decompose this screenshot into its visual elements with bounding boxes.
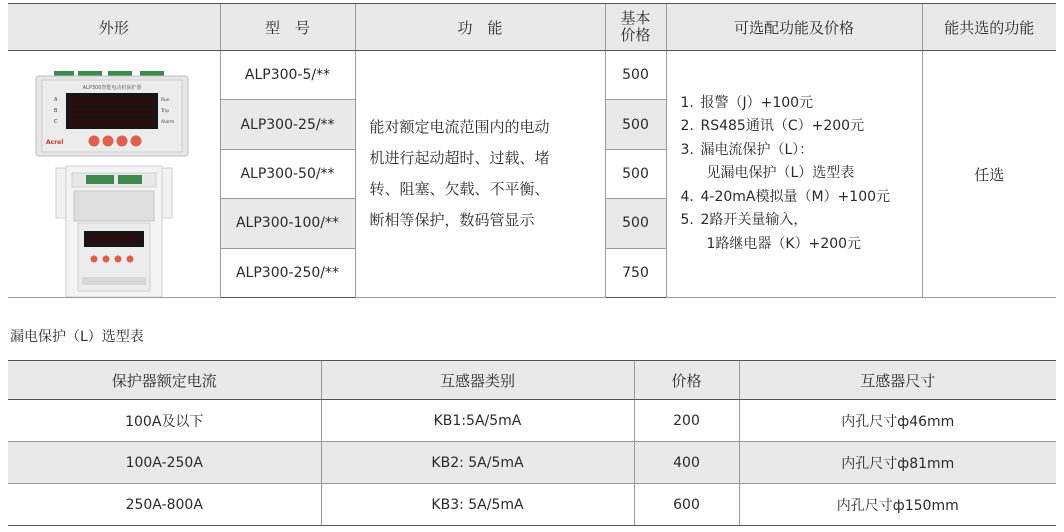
svg-text:Run: Run — [161, 98, 170, 103]
svg-text:Trip: Trip — [161, 109, 170, 114]
device-image-cell — [8, 51, 220, 298]
model-cell: ALP300-5/** — [220, 51, 355, 100]
leakage-table-header — [8, 361, 1056, 400]
transformer-size-cell: 内孔尺寸ф46mm — [739, 400, 1056, 442]
main-table-header — [8, 4, 1056, 51]
price-cell: 400 — [634, 442, 739, 484]
option-item: 2. RS485通讯（C）+200元 — [680, 118, 865, 135]
rated-current-cell: 100A及以下 — [8, 400, 321, 442]
transformer-size-cell: 内孔尺寸ф150mm — [739, 484, 1056, 526]
header-rated-current: 保护器额定电流 — [8, 361, 321, 400]
transformer-type-cell: KB1:5A/5mA — [321, 400, 634, 442]
table-row — [8, 442, 1056, 484]
price-cell: 200 — [634, 400, 739, 442]
transformer-size-cell: 内孔尺寸ф81mm — [739, 442, 1056, 484]
rated-current-cell: 100A-250A — [8, 442, 321, 484]
brand-logo: Acrel — [46, 139, 64, 146]
model-cell: ALP300-50/** — [220, 149, 355, 198]
price-cell: 600 — [634, 484, 739, 526]
price-cell: 500 — [605, 149, 666, 198]
front-title: ALP300智能电动机保护器 — [82, 85, 142, 91]
table-row — [8, 51, 1056, 100]
transformer-type-cell: KB3: 5A/5mA — [321, 484, 634, 526]
price-cell: 500 — [605, 199, 666, 248]
device-illustration — [8, 51, 220, 297]
leakage-table — [8, 360, 1056, 526]
svg-text:A: A — [54, 97, 58, 103]
header-multi-select: 能共选的功能 — [922, 4, 1056, 51]
header-function: 功 能 — [355, 4, 605, 51]
option-item: 3. 漏电流保护（L）： — [680, 141, 814, 158]
svg-text:C: C — [54, 119, 58, 125]
header-transformer-type: 互感器类别 — [321, 361, 634, 400]
header-model: 型 号 — [220, 4, 355, 51]
model-cell: ALP300-25/** — [220, 100, 355, 149]
options-list — [666, 51, 922, 298]
option-item: 1路继电器（K）+200元 — [706, 235, 862, 252]
rated-current-cell: 250A-800A — [8, 484, 321, 526]
function-description: 能对额定电流范围内的电动 机进行起动超时、过载、堵 转、阻塞、欠载、不平衡、 断相等保护，数码管显示 — [355, 51, 605, 298]
model-cell: ALP300-250/** — [220, 248, 355, 297]
option-item: 见漏电保护（L）选型表 — [706, 165, 855, 182]
option-item: 4. 4-20mA模拟量（M）+100元 — [680, 188, 891, 205]
transformer-type-cell: KB2: 5A/5mA — [321, 442, 634, 484]
option-item: 1. 报警（J）+100元 — [680, 94, 814, 111]
leakage-table-caption: 漏电保护（L）选型表 — [10, 329, 144, 345]
svg-text:B: B — [54, 108, 58, 114]
model-cell: ALP300-100/** — [220, 199, 355, 248]
header-appearance: 外形 — [8, 4, 220, 51]
svg-text:Alarm: Alarm — [161, 120, 175, 125]
multi-select-value: 任选 — [922, 51, 1056, 298]
table-row — [8, 484, 1056, 526]
option-item: 5. 2路开关量输入， — [680, 212, 808, 229]
price-cell: 750 — [605, 248, 666, 297]
header-price: 价格 — [634, 361, 739, 400]
header-transformer-size: 互感器尺寸 — [739, 361, 1056, 400]
header-options: 可选配功能及价格 — [666, 4, 922, 51]
table-row — [8, 400, 1056, 442]
header-base-price: 基本价格 — [605, 4, 666, 51]
main-price-table — [8, 3, 1056, 298]
price-cell: 500 — [605, 100, 666, 149]
price-cell: 500 — [605, 51, 666, 100]
